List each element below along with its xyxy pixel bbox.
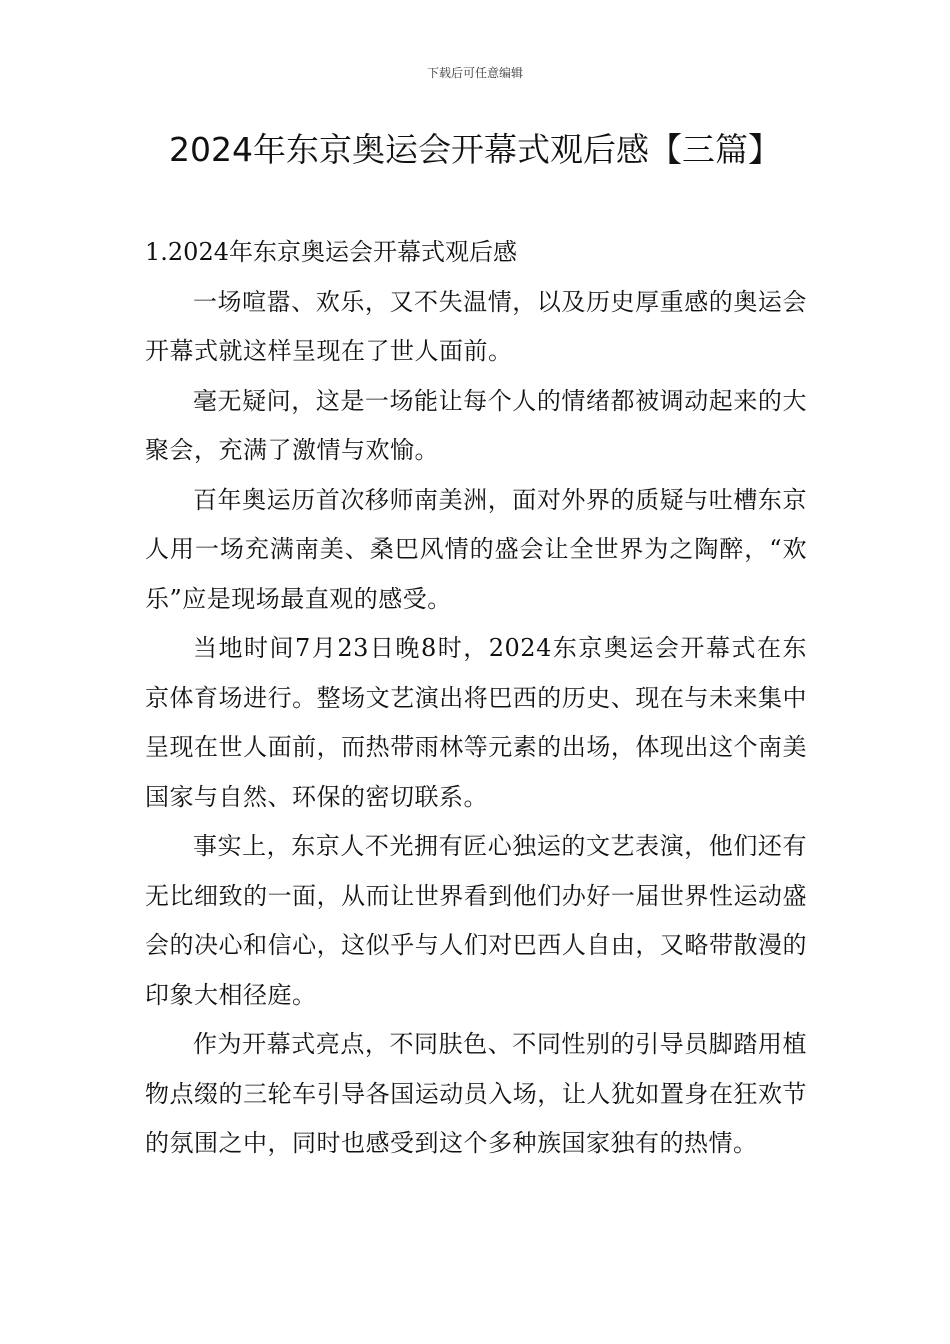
paragraph-2: 毫无疑问，这是一场能让每个人的情绪都被调动起来的大聚会，充满了激情与欢愉。 xyxy=(145,386,807,464)
page-title: 2024年东京奥运会开幕式观后感【三篇】 xyxy=(169,130,781,169)
paragraph-6: 作为开幕式亮点，不同肤色、不同性别的引导员脚踏用植物点缀的三轮车引导各国运动员入场，让人犹如置身在狂欢节的氛围之中，同时也感受到这个多种族国家独有的热情。 xyxy=(145,1030,807,1157)
paragraph-3: 百年奥运历首次移师南美洲，面对外界的质疑与吐槽东京人用一场充满南美、桑巴风情的盛会让全世界为之陶醉，“欢乐”应是现场最直观的感受。 xyxy=(145,485,807,613)
paragraph-1: 一场喧嚣、欢乐，又不失温情，以及历史厚重感的奥运会开幕式就这样呈现在了世人面前。 xyxy=(145,287,807,365)
document-body xyxy=(145,228,807,1169)
header-note: 下载后可任意编辑 xyxy=(426,66,523,80)
section-heading: 1.2024年东京奥运会开幕式观后感 xyxy=(145,238,517,266)
paragraph-4: 当地时间7月23日晚8时，2024东京奥运会开幕式在东京体育场进行。整场文艺演出将巴西的历史、现在与未来集中呈现在世人面前，而热带雨林等元素的出场，体现出这个南美国家与自然、环保的密切联系。 xyxy=(145,634,807,811)
paragraph-5: 事实上，东京人不光拥有匠心独运的文艺表演，他们还有无比细致的一面，从而让世界看到他们办好一届世界性运动盛会的决心和信心，这似乎与人们对巴西人自由，又略带散漫的印象大相径庭。 xyxy=(145,832,807,1009)
